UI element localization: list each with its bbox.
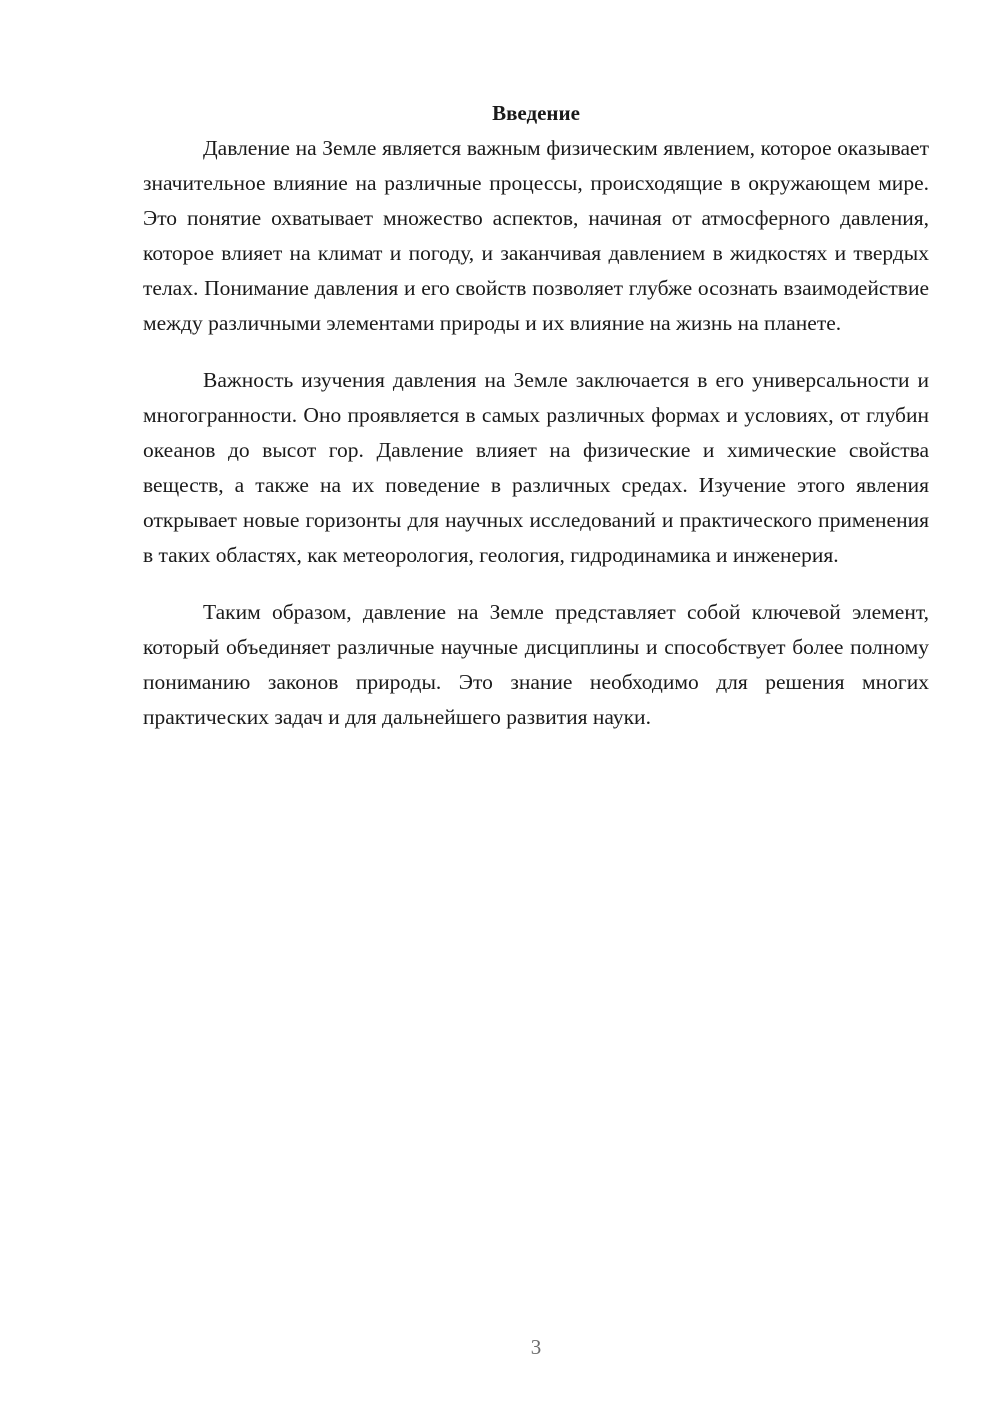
document-body: [143, 96, 929, 757]
page-number: 3: [530, 1335, 542, 1359]
paragraph-3: Таким образом, давление на Земле представляет собой ключевой элемент, который объединяет различные научные дисциплины и способствует более полному пониманию законов природы. Это знание необходимо для решения многих практических задач и для дальнейшего развития науки.: [143, 600, 929, 729]
section-heading: Введение: [492, 101, 580, 125]
paragraph-1: Давление на Земле является важным физическим явлением, которое оказывает значительное влияние на различные процессы, происходящие в окружающем мире. Это понятие охватывает множество аспектов, начиная от атмосферного давления, которое влияет на климат и погоду, и заканчивая давлением в жидкостях и твердых телах. Понимание давления и его свойств позволяет глубже осознать взаимодействие между различными элементами природы и их влияние на жизнь на планете.: [143, 136, 929, 335]
paragraph-2: Важность изучения давления на Земле заключается в его универсальности и многогранности. Оно проявляется в самых различных формах и условиях, от глубин океанов до высот гор. Давление влияет на физические и химические свойства веществ, а также на их поведение в различных средах. Изучение этого явления открывает новые горизонты для научных исследований и практического применения в таких областях, как метеорология, геология, гидродинамика и инженерия.: [143, 368, 929, 567]
